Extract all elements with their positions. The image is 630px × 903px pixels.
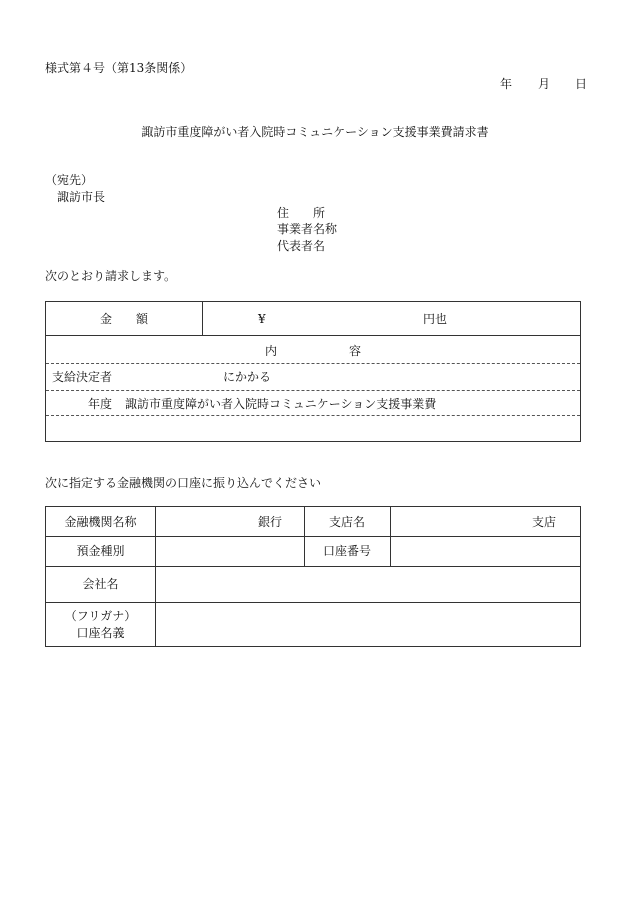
- institution-label: 金融機関名称: [64, 515, 137, 529]
- form-number: 様式第４号（第13条関係）: [45, 61, 193, 75]
- claim-table: [45, 301, 581, 442]
- claim-table-rule: [46, 390, 580, 391]
- bank-table-rule: [46, 566, 580, 567]
- deposit-type-label: 預金種別: [76, 544, 125, 558]
- date-year: 年: [500, 77, 513, 91]
- claim-table-rule: [46, 335, 580, 336]
- bank-table-rule: [46, 602, 580, 603]
- branch-suffix: 支店: [532, 515, 557, 529]
- furigana-label: （フリガナ）: [64, 609, 137, 623]
- branch-label: 支店名: [328, 515, 365, 529]
- transfer-note: 次に指定する金融機関の口座に振り込んでください: [45, 476, 322, 490]
- claim-table-rule: [46, 415, 580, 416]
- claim-intro: 次のとおり請求します。: [45, 269, 177, 283]
- fiscal-year-label: 年度: [88, 397, 113, 411]
- claim-table-divider: [202, 302, 203, 335]
- claim-table-rule: [46, 363, 580, 364]
- addressee-label: （宛先）: [45, 173, 94, 187]
- applicant-business-name-label: 事業者名称: [277, 222, 338, 236]
- bank-suffix: 銀行: [258, 515, 283, 529]
- document-title: 諏訪市重度障がい者入院時コミュニケーション支援事業費請求書: [141, 125, 489, 139]
- applicant-address-label: 住 所: [277, 206, 326, 220]
- bank-table-divider: [155, 507, 156, 646]
- company-label: 会社名: [82, 577, 119, 591]
- addressee-name: 諏訪市長: [57, 190, 106, 204]
- project-name: 諏訪市重度障がい者入院時コミュニケーション支援事業費: [125, 397, 437, 411]
- decision-suffix: にかかる: [223, 370, 272, 384]
- date-day: 日: [575, 77, 588, 91]
- date-month: 月: [538, 77, 551, 91]
- amount-label: 金 額: [99, 312, 148, 326]
- applicant-representative-label: 代表者名: [277, 239, 326, 253]
- decision-prefix: 支給決定者: [52, 370, 113, 384]
- account-holder-label: 口座名義: [76, 626, 125, 640]
- amount-suffix: 円也: [423, 312, 448, 326]
- content-label: 内 容: [264, 344, 361, 358]
- account-number-label: 口座番号: [322, 544, 371, 558]
- yen-symbol: ¥: [258, 312, 266, 326]
- bank-table-rule: [46, 536, 580, 537]
- bank-table: [45, 506, 581, 647]
